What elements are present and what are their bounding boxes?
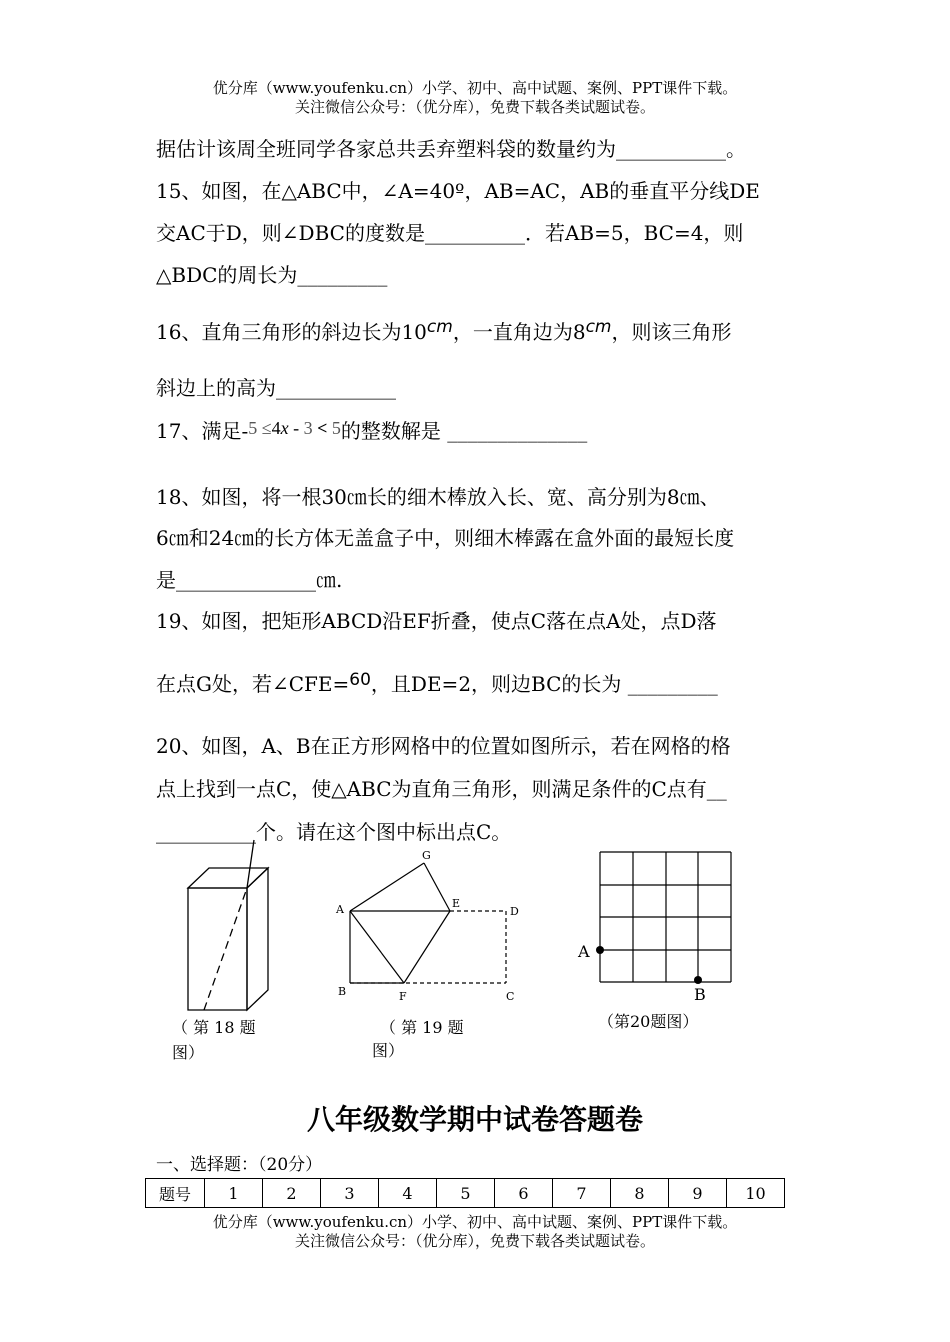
stick-outside xyxy=(247,840,254,888)
q15-line-1: 15、如图，在△ABC中，∠A=40º，AB=AC，AB的垂直平分线DE xyxy=(156,179,760,203)
header-line-2: 关注微信公众号：（优分库），免费下载各类试题试卷。 xyxy=(294,98,655,116)
answer-sheet-title: 八年级数学期中试卷答题卷 xyxy=(306,1103,643,1136)
table-cell[interactable]: 1 xyxy=(205,1179,263,1208)
q16-unit-1: cm xyxy=(426,317,453,337)
q18-line-3: 是______________㎝. xyxy=(156,568,343,592)
q19-text-1: 在点G处，若∠CFE= xyxy=(156,672,350,696)
fig19-fold-diagram xyxy=(330,845,530,1010)
q19-text-2: ，且DE=2，则边BC的长为 _________ xyxy=(370,672,718,696)
q16-text-2: ，一直角边为8 xyxy=(452,320,586,344)
fig20-grid-diagram xyxy=(570,845,750,1010)
q15-line-3: △BDC的周长为_________ xyxy=(156,263,388,287)
fig18-caption-2: 图） xyxy=(172,1043,205,1062)
q17-suffix: 的整数解是 ______________ xyxy=(340,419,588,443)
fig19-label-A: A xyxy=(336,903,344,916)
fig18-caption-1: （ 第 18 题 xyxy=(172,1018,256,1037)
fig20-label-A: A xyxy=(578,942,590,961)
stick-inside xyxy=(204,888,247,1010)
fig19-label-C: C xyxy=(506,990,515,1003)
q17-line xyxy=(156,415,587,444)
q19-line-2 xyxy=(156,668,718,697)
table-cell[interactable]: 8 xyxy=(611,1179,669,1208)
q20-line-3: __________个。请在这个图中标出点C。 xyxy=(156,820,512,844)
table-row xyxy=(146,1179,785,1208)
section-heading: 一、选择题：（20分） xyxy=(156,1155,323,1175)
q16-text-3: ，则该三角形 xyxy=(611,320,732,344)
table-header-cell: 题号 xyxy=(146,1179,205,1208)
table-cell[interactable]: 4 xyxy=(379,1179,437,1208)
q17-prefix: 17、满足- xyxy=(156,419,249,443)
fig19-label-E: E xyxy=(452,897,461,910)
fig20-caption: （第20题图） xyxy=(598,1012,699,1031)
fig18-box-diagram xyxy=(180,835,280,1015)
q16-line-2: 斜边上的高为____________ xyxy=(156,376,396,400)
fig19-label-B: B xyxy=(338,985,347,998)
fig19-label-G: G xyxy=(422,849,431,862)
fig19-label-D: D xyxy=(510,905,519,918)
fig19-caption-2: 图） xyxy=(372,1041,405,1060)
q15-line-2: 交AC于D，则∠DBC的度数是__________．若AB=5，BC=4，则 xyxy=(156,221,744,245)
q14-continuation: 据估计该周全班同学各家总共丢弃塑料袋的数量约为___________。 xyxy=(156,137,746,161)
q19-line-1: 19、如图，把矩形ABCD沿EF折叠，使点C落在点A处，点D落 xyxy=(156,609,717,633)
footer-line-2: 关注微信公众号：（优分库），免费下载各类试题试卷。 xyxy=(294,1232,655,1250)
fig20-label-B: B xyxy=(694,985,706,1004)
table-cell[interactable]: 9 xyxy=(669,1179,727,1208)
box-top-face xyxy=(188,868,268,888)
table-cell[interactable]: 7 xyxy=(553,1179,611,1208)
box-front-face xyxy=(188,888,247,1010)
fig19-label-F: F xyxy=(399,990,407,1003)
answer-table xyxy=(145,1178,785,1208)
box-side-face xyxy=(247,868,268,1010)
q18-line-2: 6㎝和24㎝的长方体无盖盒子中，则细木棒露在盒外面的最短长度 xyxy=(156,526,735,550)
q16-line-1 xyxy=(156,316,731,345)
point-A xyxy=(596,946,604,954)
q20-line-2: 点上找到一点C，使△ABC为直角三角形，则满足条件的C点有__ xyxy=(156,777,727,801)
point-B xyxy=(694,976,702,984)
table-cell[interactable]: 6 xyxy=(495,1179,553,1208)
footer-line-1: 优分库（www.youfenku.cn）小学、初中、高中试题、案例、PPT课件下载。 xyxy=(212,1213,738,1231)
header-line-1: 优分库（www.youfenku.cn）小学、初中、高中试题、案例、PPT课件下载。 xyxy=(212,79,738,97)
q16-unit-2: cm xyxy=(585,317,612,337)
q17-inequality: 5 ≤4x - 3 < 5 xyxy=(248,418,341,438)
fig19-caption-1: （ 第 19 题 xyxy=(380,1018,464,1037)
q20-line-1: 20、如图，A、B在正方形网格中的位置如图所示，若在网格的格 xyxy=(156,734,731,758)
q18-line-1: 18、如图，将一根30㎝长的细木棒放入长、宽、高分别为8㎝、 xyxy=(156,485,720,509)
table-cell[interactable]: 10 xyxy=(727,1179,785,1208)
table-cell[interactable]: 3 xyxy=(321,1179,379,1208)
q19-angle-value: 60 xyxy=(349,670,371,690)
table-cell[interactable]: 5 xyxy=(437,1179,495,1208)
q16-text-1: 16、直角三角形的斜边长为10 xyxy=(156,320,427,344)
table-cell[interactable]: 2 xyxy=(263,1179,321,1208)
